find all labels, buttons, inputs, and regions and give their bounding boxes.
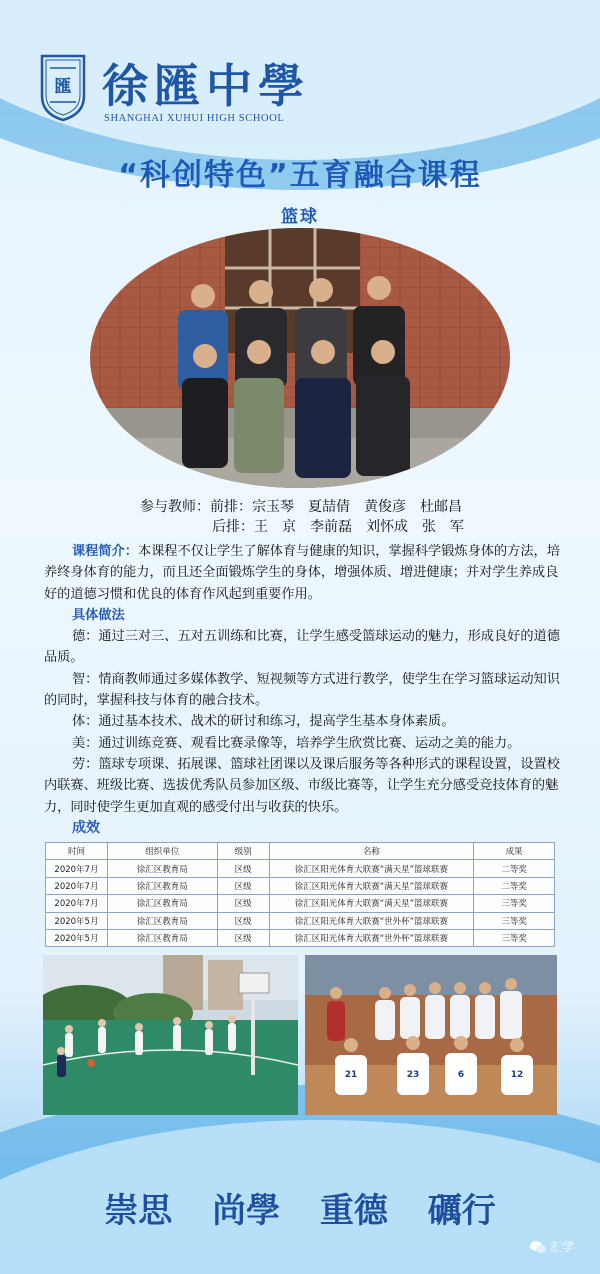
table-cell: 徐汇区教育局: [107, 895, 217, 912]
table-cell: 区级: [217, 929, 269, 946]
table-cell: 徐汇区教育局: [107, 929, 217, 946]
wechat-watermark: [530, 1238, 574, 1255]
wechat-account-name: 汇学: [550, 1240, 575, 1254]
table-row: [46, 860, 555, 877]
column-header: 名称: [269, 843, 474, 860]
teacher-list: [140, 497, 464, 537]
table-cell: 徐汇区教育局: [107, 912, 217, 929]
wechat-icon: [530, 1240, 546, 1254]
table-cell: 徐汇区阳光体育大联赛“满天星”篮球联赛: [269, 895, 474, 912]
table-row: [46, 895, 555, 912]
group-photo: [90, 228, 510, 488]
table-cell: 三等奖: [474, 929, 555, 946]
school-name-chinese: 徐匯中學: [102, 59, 310, 113]
table-cell: 三等奖: [474, 912, 555, 929]
page-subtitle: 篮球: [281, 207, 319, 227]
column-header: 时间: [46, 843, 108, 860]
table-row: [46, 929, 555, 946]
table-cell: 二等奖: [474, 877, 555, 894]
table-cell: 2020年7月: [46, 895, 108, 912]
school-crest-icon: [38, 52, 88, 122]
table-cell: 2020年5月: [46, 929, 108, 946]
jersey-number: 21: [344, 1070, 358, 1080]
methods-heading: 具体做法: [72, 607, 125, 623]
table-cell: 2020年7月: [46, 877, 108, 894]
intro-text: 本课程不仅让学生了解体育与健康的知识，掌握科学锻炼身体的方法，培养终身体育的能力，而且还全面锻炼学生的身体，增强体质、增进健康；并对学生养成良好的道德习惯和优良的体育作风起到重要作用。: [44, 544, 560, 602]
column-header: 组织单位: [107, 843, 217, 860]
table-cell: 2020年7月: [46, 860, 108, 877]
motto-phrase: 尚學: [212, 1191, 281, 1231]
course-description: [44, 541, 562, 818]
table-header-row: [46, 843, 555, 860]
method-item: 体：通过基本技术、战术的研讨和练习，提高学生基本身体素质。: [72, 714, 455, 730]
table-cell: 徐汇区阳光体育大联赛“满天星”篮球联赛: [269, 860, 474, 877]
table-cell: 徐汇区阳光体育大联赛“世外杯”篮球联赛: [269, 929, 474, 946]
table-cell: 区级: [217, 860, 269, 877]
motto-phrase: 崇思: [104, 1191, 173, 1231]
table-cell: 三等奖: [474, 895, 555, 912]
results-heading: 成效: [72, 820, 100, 836]
table-cell: 区级: [217, 912, 269, 929]
outdoor-game-photo: [43, 955, 298, 1115]
school-motto: [0, 1183, 600, 1232]
table-cell: 2020年5月: [46, 912, 108, 929]
crest-character: 匯: [54, 77, 72, 97]
teacher-list-back-row: 后排：王 京 李前磊 刘怀成 张 军: [212, 519, 464, 535]
table-cell: 徐汇区阳光体育大联赛“世外杯”篮球联赛: [269, 912, 474, 929]
table-row: [46, 912, 555, 929]
method-item: 美：通过训练竞赛、观看比赛录像等，培养学生欣赏比赛、运动之美的能力。: [72, 735, 521, 751]
team-photo: [305, 955, 557, 1115]
table-cell: 徐汇区阳光体育大联赛“满天星”篮球联赛: [269, 877, 474, 894]
method-item: 德：通过三对三、五对五训练和比赛，让学生感受篮球运动的魅力，形成良好的道德品质。: [44, 629, 560, 666]
table-cell: 徐汇区教育局: [107, 877, 217, 894]
teacher-list-front-row: 参与教师：前排：宗玉琴 夏喆倩 黄俊彦 杜邮昌: [140, 499, 462, 515]
jersey-number: 12: [510, 1070, 524, 1080]
column-header: 级别: [217, 843, 269, 860]
page-title: “科创特色”五育融合课程: [118, 158, 482, 193]
column-header: 成果: [474, 843, 555, 860]
method-item: 劳：篮球专项课、拓展课、篮球社团课以及课后服务等各种形式的课程设置，设置校内联赛、班级比赛、选拔优秀队员参加区级、市级比赛等，让学生充分感受竞技体育的魅力，同时使学生更加直观的感受付出与收获的快乐。: [44, 756, 560, 815]
motto-phrase: 重德: [319, 1191, 388, 1231]
jersey-number: 23: [406, 1070, 420, 1080]
table-cell: 二等奖: [474, 860, 555, 877]
intro-paragraph: [44, 541, 562, 605]
results-table: [45, 842, 555, 947]
intro-heading: 课程简介：: [72, 544, 138, 559]
school-name-english: SHANGHAI XUHUI HIGH SCHOOL: [104, 113, 285, 124]
jersey-number: 6: [457, 1070, 465, 1080]
table-cell: 区级: [217, 877, 269, 894]
table-cell: 徐汇区教育局: [107, 860, 217, 877]
table-cell: 区级: [217, 895, 269, 912]
motto-phrase: 礪行: [427, 1191, 496, 1231]
method-item: 智：情商教师通过多媒体教学、短视频等方式进行教学，使学生在学习篮球运动知识的同时，掌握科技与体育的融合技术。: [44, 671, 560, 709]
table-row: [46, 877, 555, 894]
